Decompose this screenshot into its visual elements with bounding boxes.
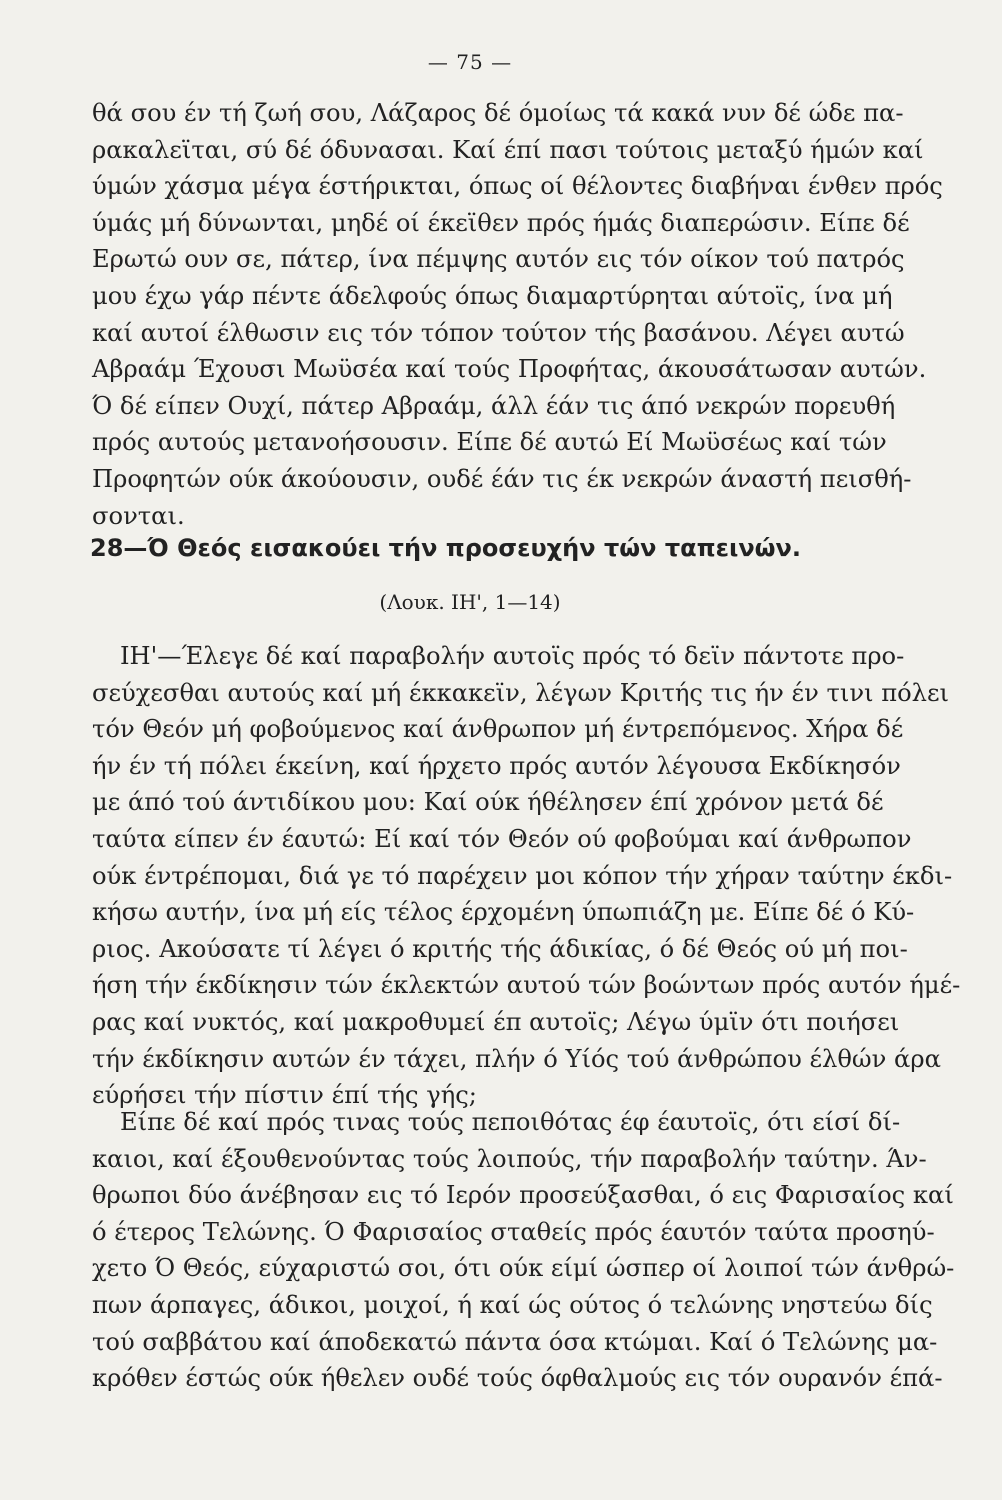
text-line: ταύτα είπεν έν έαυτώ: Εί καί τόν Θεόν ού φοβούμαι καί άνθρωπον — [92, 824, 912, 853]
page-number: — 75 — — [427, 50, 513, 74]
paragraph-2 — [92, 638, 961, 1114]
text-line: κήσω αυτήν, ίνα μή είς τέλος έρχομένη ύπωπιάζη με. Είπε δέ ό Κύ- — [92, 898, 915, 927]
text-line: θά σου έν τή ζωή σου, Λάζαρος δέ όμοίως τά κακά νυν δέ ώδε πα- — [92, 99, 904, 127]
text-line: ΙΗ'—Έλεγε δέ καί παραβολήν αυτοϊς πρός τό δεϊν πάντοτε προ- — [120, 642, 905, 670]
text-line: καί αυτοί έλθωσιν εις τόν τόπον τούτον τής βασάνου. Λέγει αυτώ — [92, 318, 905, 347]
text-line: τόν Θεόν μή φοβούμενος καί άνθρωπον μή έντρεπόμενος. Χήρα δέ — [92, 715, 904, 744]
text-line: ήν έν τή πόλει έκείνη, καί ήρχετο πρός αυτόν λέγουσα Εκδίκησόν — [92, 751, 901, 780]
paragraph-3 — [92, 1104, 955, 1397]
text-line: ό έτερος Τελώνης. Ό Φαρισαίος σταθείς πρός έαυτόν ταύτα προσηύ- — [92, 1217, 935, 1246]
paragraph-1 — [92, 95, 943, 534]
text-line: Ό δέ είπεν Ουχί, πάτερ Αβραάμ, άλλ έάν τις άπό νεκρών πορευθή — [92, 391, 896, 420]
text-line: με άπό τού άντιδίκου μου: Καί ούκ ήθέλησεν έπί χρόνον μετά δέ — [92, 788, 884, 817]
scripture-citation: (Λουκ. ΙΗ', 1—14) — [379, 590, 561, 614]
text-line: σεύχεσθαι αυτούς καί μή έκκακεϊν, λέγων Κριτής τις ήν έν τινι πόλει — [92, 678, 950, 707]
text-line: πρός αυτούς μετανοήσουσιν. Είπε δέ αυτώ Εί Μωϋσέως καί τών — [92, 428, 887, 457]
text-line: Ερωτώ ουν σε, πάτερ, ίνα πέμψης αυτόν εις τόν οίκον τού πατρός — [92, 245, 905, 274]
text-line: καιοι, καί έξουθενούντας τούς λοιπούς, τήν παραβολήν ταύτην. Άν- — [92, 1144, 927, 1173]
text-line: σονται. — [92, 501, 185, 530]
text-line: εύρήσει τήν πίστιν έπί τής γής; — [92, 1081, 477, 1110]
text-line: Προφητών ούκ άκούουσιν, ουδέ έάν τις έκ νεκρών άναστή πεισθή- — [92, 464, 912, 493]
text-line: Αβραάμ Έχουσι Μωϋσέα καί τούς Προφήτας, άκουσάτωσαν αυτών. — [92, 355, 927, 384]
section-heading: 28—Ό Θεός εισακούει τήν προσευχήν τών ταπεινών. — [90, 534, 801, 562]
text-line: ούκ έντρέπομαι, διά γε τό παρέχειν μοι κόπον τήν χήραν ταύτην έκδι- — [92, 861, 953, 890]
text-line: ύμάς μή δύνωνται, μηδέ οί έκεϊθεν πρός ήμάς διαπερώσιν. Είπε δέ — [92, 208, 910, 237]
text-line: τού σαββάτου καί άποδεκατώ πάντα όσα κτώμαι. Καί ό Τελώνης μα- — [92, 1327, 938, 1356]
text-line: χετο Ό Θεός, εύχαριστώ σοι, ότι ούκ είμί ώσπερ οί λοιποί τών άνθρώ- — [92, 1254, 955, 1283]
text-line: ρακαλεϊται, σύ δέ όδυνασαι. Καί έπί πασι τούτοις μεταξύ ήμών καί — [92, 135, 924, 164]
text-line: ρας καί νυκτός, καί μακροθυμεί έπ αυτοϊς; Λέγω ύμϊν ότι ποιήσει — [92, 1007, 900, 1036]
text-line: ήση τήν έκδίκησιν τών έκλεκτών αυτού τών βοώντων πρός αυτόν ήμέ- — [92, 971, 961, 1000]
text-line: κρόθεν έστώς ούκ ήθελεν ουδέ τούς όφθαλμούς εις τόν ουρανόν έπά- — [92, 1364, 943, 1393]
text-line: ριος. Ακούσατε τί λέγει ό κριτής τής άδικίας, ό δέ Θεός ού μή ποι- — [92, 934, 908, 963]
text-line: Είπε δέ καί πρός τινας τούς πεποιθότας έφ έαυτοϊς, ότι είσί δί- — [120, 1108, 901, 1136]
text-line: τήν έκδίκησιν αυτών έν τάχει, πλήν ό Υίός τού άνθρώπου έλθών άρα — [92, 1044, 941, 1073]
text-line: ύμών χάσμα μέγα έστήρικται, όπως οί θέλοντες διαβήναι ένθεν πρός — [92, 172, 943, 201]
text-line: θρωποι δύο άνέβησαν εις τό Ιερόν προσεύξασθαι, ό εις Φαρισαίος καί — [92, 1181, 954, 1210]
text-line: πων άρπαγες, άδικοι, μοιχοί, ή καί ώς ούτος ό τελώνης νηστεύω δίς — [92, 1290, 933, 1319]
text-line: μου έχω γάρ πέντε άδελφούς όπως διαμαρτύρηται αύτοϊς, ίνα μή — [92, 281, 893, 310]
